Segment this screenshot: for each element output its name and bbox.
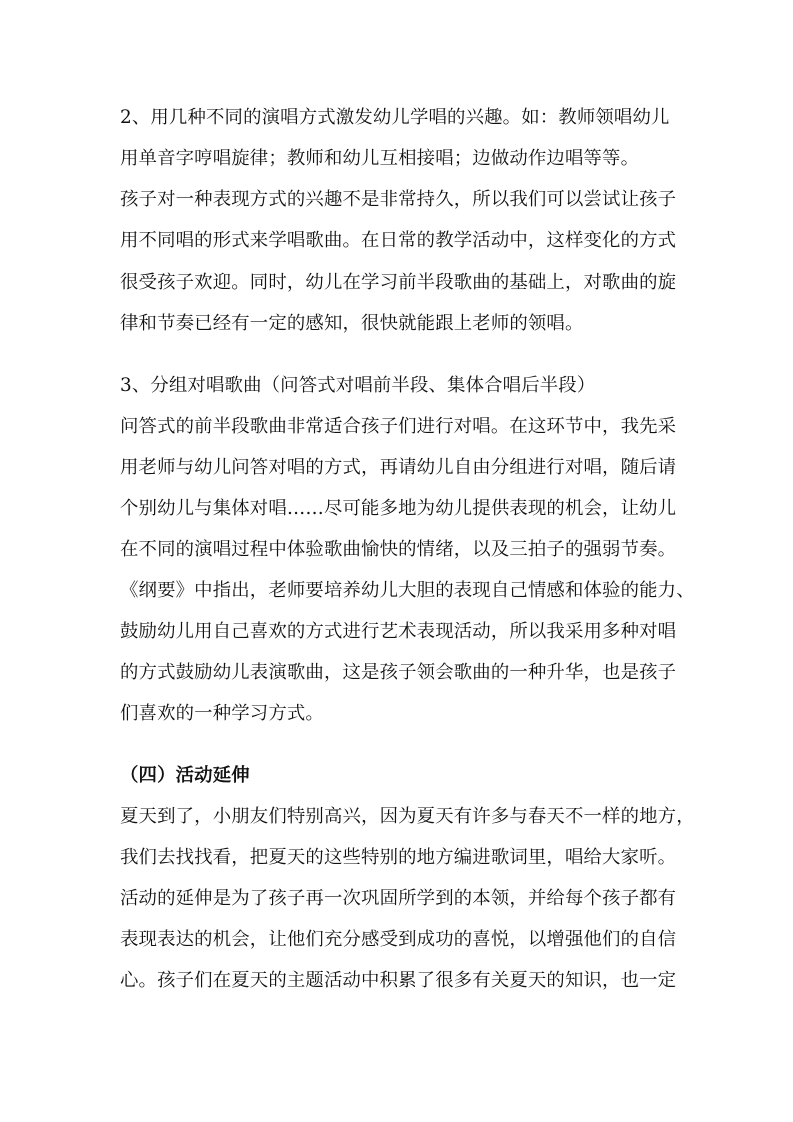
paragraph-line: 用老师与幼儿问答对唱的方式，再请幼儿自由分组进行对唱，随后请 bbox=[120, 457, 677, 478]
paragraph-line: 我们去找找看，把夏天的这些特别的地方编进歌词里，唱给大家听。 bbox=[120, 847, 677, 868]
paragraph-line: 用不同唱的形式来学唱歌曲。在日常的教学活动中，这样变化的方式 bbox=[120, 230, 677, 251]
paragraph-line: 很受孩子欢迎。同时，幼儿在学习前半段歌曲的基础上，对歌曲的旋 bbox=[120, 272, 677, 293]
paragraph-line: 3、分组对唱歌曲（问答式对唱前半段、集体合唱后半段） bbox=[120, 375, 596, 396]
paragraph-line: 们喜欢的一种学习方式。 bbox=[120, 703, 324, 724]
paragraph-line: 个别幼儿与集体对唱……尽可能多地为幼儿提供表现的机会，让幼儿 bbox=[120, 498, 677, 519]
paragraph-line: 表现表达的机会，让他们充分感受到成功的喜悦，以增强他们的自信 bbox=[120, 929, 677, 950]
paragraph-line: 2、用几种不同的演唱方式激发幼儿学唱的兴趣。如：教师领唱幼儿 bbox=[120, 107, 670, 128]
paragraph-line: 夏天到了，小朋友们特别高兴，因为夏天有许多与春天不一样的地方， bbox=[120, 806, 695, 827]
section-heading: （四）活动延伸 bbox=[120, 765, 250, 786]
paragraph-line: 孩子对一种表现方式的兴趣不是非常持久，所以我们可以尝试让孩子 bbox=[120, 189, 677, 210]
paragraph-line: 《纲要》中指出，老师要培养幼儿大胆的表现自己情感和体验的能力、 bbox=[120, 580, 695, 601]
paragraph-line: 用单音字哼唱旋律；教师和幼儿互相接唱；边做动作边唱等等。 bbox=[120, 148, 640, 169]
paragraph-line: 鼓励幼儿用自己喜欢的方式进行艺术表现活动，所以我采用多种对唱 bbox=[120, 621, 677, 642]
paragraph-line: 心。孩子们在夏天的主题活动中积累了很多有关夏天的知识，也一定 bbox=[120, 970, 677, 991]
paragraph-line: 在不同的演唱过程中体验歌曲愉快的情绪，以及三拍子的强弱节奏。 bbox=[120, 539, 677, 560]
paragraph-line: 活动的延伸是为了孩子再一次巩固所学到的本领，并给每个孩子都有 bbox=[120, 888, 677, 909]
paragraph-line: 律和节奏已经有一定的感知，很快就能跟上老师的领唱。 bbox=[120, 313, 584, 334]
paragraph-line: 的方式鼓励幼儿表演歌曲，这是孩子领会歌曲的一种升华，也是孩子 bbox=[120, 662, 677, 683]
paragraph-line: 问答式的前半段歌曲非常适合孩子们进行对唱。在这环节中，我先采 bbox=[120, 416, 677, 437]
